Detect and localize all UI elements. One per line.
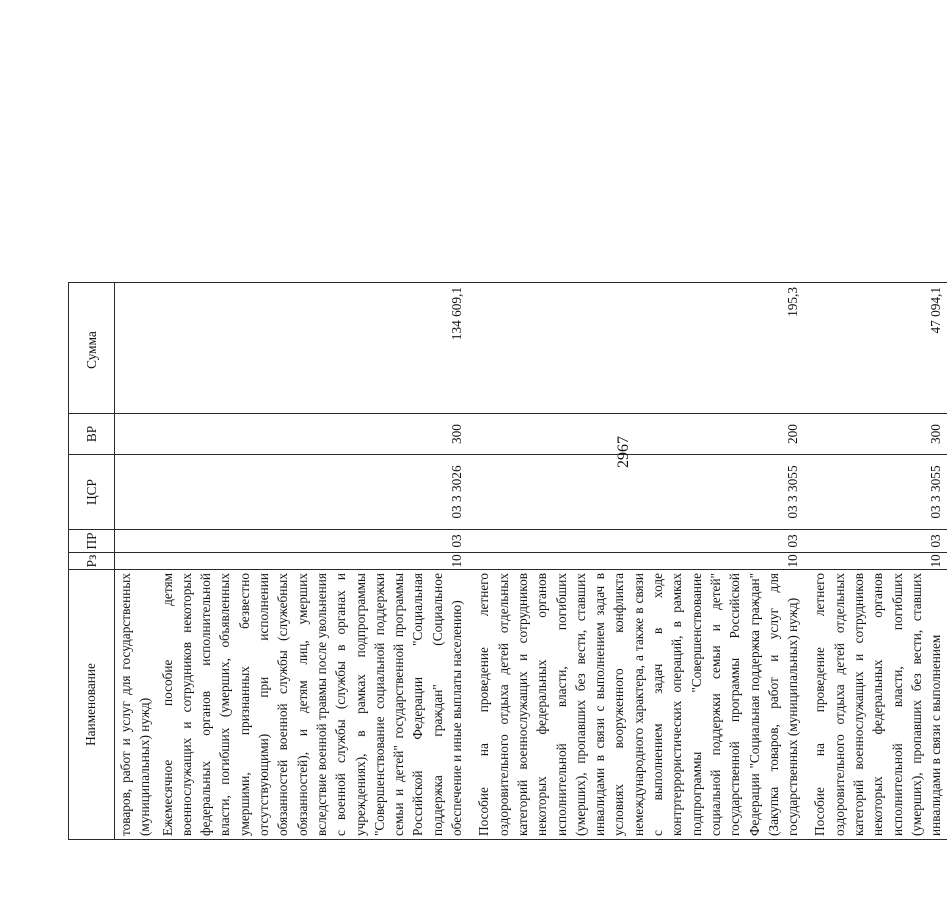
row-rz: 10 [804,553,947,570]
row-sum [115,283,157,414]
row-pr: 03 [157,530,469,553]
table-header-row [69,283,115,840]
row-rz [115,553,157,570]
table-row [804,283,947,840]
row-rz: 10 [468,553,804,570]
row-csr: 03 3 3055 [804,455,947,530]
row-csr: 03 3 3026 [157,455,469,530]
row-sum: 47 094,1 [804,283,947,414]
table-row [157,283,469,840]
header-csr: ЦСР [69,455,115,530]
row-vr: 200 [468,414,804,455]
row-name: товаров, работ и услуг для государственных (муниципальных) нужд) [115,570,157,840]
table-row [115,283,157,840]
row-vr: 300 [804,414,947,455]
page-number: 2967 [615,436,632,468]
row-pr: 03 [468,530,804,553]
table-row [468,283,804,840]
row-name: Пособие на проведение летнего оздоровительного отдыха детей отдельных категорий военнослужащих и сотрудников некоторых федеральных органов исполнительной власти, погибших (умерших), пропавших без вести, ставших инвалидами в связи с выполнением задач в условиях вооруженного конфликта немеждународного характера, а также в связи с выполнением задач в ходе контртеррористических операций, в рамках подпрограммы "Совершенствование социальной поддержки семьи и детей" государственной программы Российской Федерации "Социальная поддержка граждан" (Закупка товаров, работ и услуг для государственных (муниципальных) нужд) [468,570,804,840]
row-csr: 03 3 3055 [468,455,804,530]
header-vr: ВР [69,414,115,455]
budget-table [68,282,947,840]
header-name: Наименование [69,570,115,840]
header-rz: Рз [69,553,115,570]
row-rz: 10 [157,553,469,570]
row-name: Ежемесячное пособие детям военнослужащих и сотрудников некоторых федеральных органов исполнительной власти, погибших (умерших, объявленных умершими, признанных безвестно отсутствующими) при исполнении обязанностей военной службы (служебных обязанностей), и детям лиц, умерших вследствие военной травмы после увольнения с военной службы (службы в органах и учреждениях), в рамках подпрограммы "Совершенствование социальной поддержки семьи и детей" государственной программы Российской Федерации "Социальная поддержка граждан" (Социальное обеспечение и иные выплаты населению) [157,570,469,840]
row-vr [115,414,157,455]
row-vr: 300 [157,414,469,455]
row-pr [115,530,157,553]
header-sum: Сумма [69,283,115,414]
row-name: Пособие на проведение летнего оздоровительного отдыха детей отдельных категорий военнослужащих и сотрудников некоторых федеральных органов исполнительной власти, погибших (умерших), пропавших без вести, ставших инвалидами в связи с выполнением [804,570,947,840]
row-sum: 134 609,1 [157,283,469,414]
header-pr: ПР [69,530,115,553]
row-csr [115,455,157,530]
row-sum: 195,3 [468,283,804,414]
row-pr: 03 [804,530,947,553]
